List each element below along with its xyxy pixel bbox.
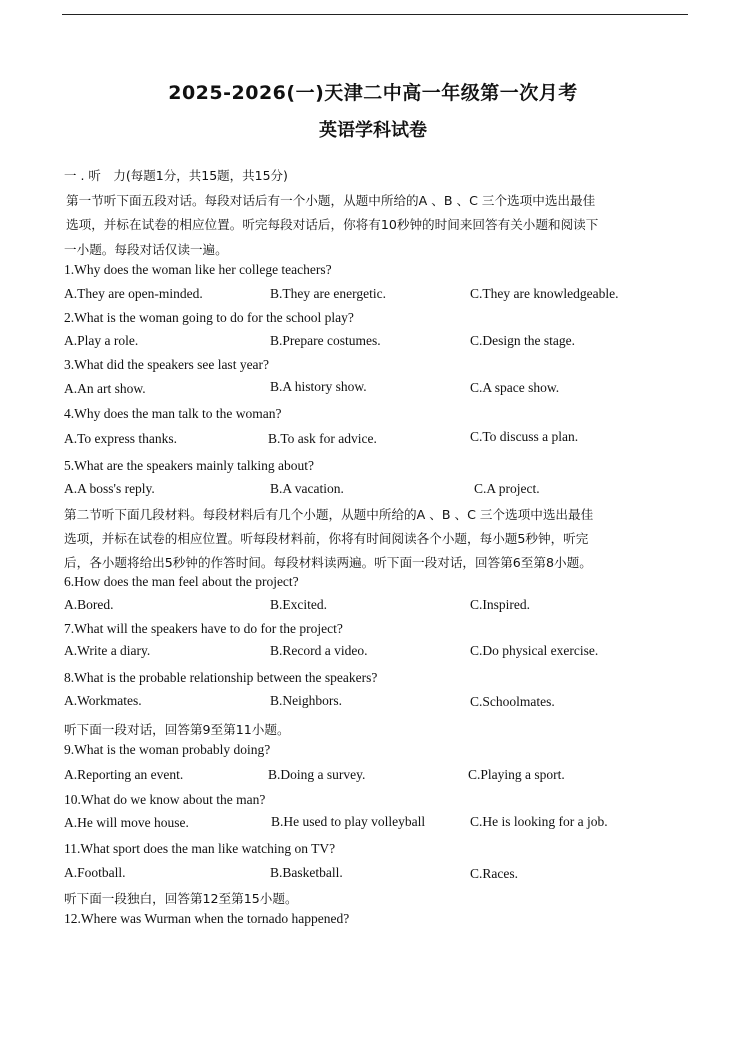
section1-instruction-line: 选项，并标在试卷的相应位置。听完每段对话后，你将有10秒钟的时间来回答有关小题和阅读下 — [66, 217, 599, 232]
instruction-q12-15: 听下面一段独白，回答第12至第15小题。 — [64, 891, 298, 906]
option-b[interactable]: B.Doing a survey. — [268, 767, 366, 782]
section2-instruction-line: 后，各小题将给出5秒钟的作答时间。每段材料读两遍。听下面一段对话，回答第6至第8小题。 — [64, 555, 592, 570]
option-c[interactable]: C.Playing a sport. — [468, 767, 565, 782]
question-5: 5.What are the speakers mainly talking about? — [64, 458, 315, 473]
option-a[interactable]: A.Football. — [64, 865, 126, 880]
question-4: 4.Why does the man talk to the woman? — [64, 406, 282, 421]
question-9: 9.What is the woman probably doing? — [64, 742, 271, 757]
option-b[interactable]: B.Prepare costumes. — [270, 333, 381, 348]
option-c[interactable]: C.Inspired. — [470, 597, 530, 612]
option-c[interactable]: C.To discuss a plan. — [470, 429, 579, 444]
option-a[interactable]: A.Bored. — [64, 597, 114, 612]
option-b[interactable]: B.Neighbors. — [270, 693, 342, 708]
question-7: 7.What will the speakers have to do for the project? — [64, 621, 343, 636]
question-10: 10.What do we know about the man? — [64, 792, 266, 807]
option-c[interactable]: C.They are knowledgeable. — [470, 286, 619, 301]
top-rule — [62, 14, 688, 15]
option-b[interactable]: B.He used to play volleyball — [271, 814, 426, 829]
section1-instruction-line: 第一节听下面五段对话。每段对话后有一个小题，从题中所给的A 、B 、C 三个选项中选出最佳 — [66, 193, 596, 208]
part-one-heading: 一 . 听 力(每题1分，共15题，共15分) — [64, 168, 288, 183]
option-a[interactable]: A.They are open-minded. — [64, 286, 203, 301]
question-3: 3.What did the speakers see last year? — [64, 357, 270, 372]
option-c[interactable]: C.He is looking for a job. — [470, 814, 608, 829]
option-a[interactable]: A.He will move house. — [64, 815, 189, 830]
question-8: 8.What is the probable relationship between the speakers? — [64, 670, 378, 685]
option-b[interactable]: B.A vacation. — [270, 481, 344, 496]
section2-instruction-line: 第二节听下面几段材料。每段材料后有几个小题，从题中所给的A 、B 、C 三个选项中选出最佳 — [64, 507, 594, 522]
option-b[interactable]: B.A history show. — [270, 379, 367, 394]
option-a[interactable]: A.A boss's reply. — [64, 481, 155, 496]
option-c[interactable]: C.A project. — [474, 481, 540, 496]
option-b[interactable]: B.They are energetic. — [270, 286, 386, 301]
option-c[interactable]: C.Races. — [470, 866, 518, 881]
option-b[interactable]: B.Record a video. — [270, 643, 368, 658]
option-c[interactable]: C.Schoolmates. — [470, 694, 555, 709]
exam-title: 2025-2026(一)天津二中高一年级第一次月考 — [168, 82, 578, 104]
question-2: 2.What is the woman going to do for the school play? — [64, 310, 354, 325]
option-b[interactable]: B.Basketball. — [270, 865, 343, 880]
option-c[interactable]: C.A space show. — [470, 380, 560, 395]
option-a[interactable]: A.Play a role. — [64, 333, 139, 348]
option-a[interactable]: A.Write a diary. — [64, 643, 151, 658]
option-c[interactable]: C.Design the stage. — [470, 333, 575, 348]
option-a[interactable]: A.To express thanks. — [64, 431, 178, 446]
section2-instruction-line: 选项，并标在试卷的相应位置。听每段材料前，你将有时间阅读各个小题，每小题5秒钟，听完 — [64, 531, 589, 546]
exam-subtitle: 英语学科试卷 — [319, 120, 427, 141]
option-b[interactable]: B.Excited. — [270, 597, 327, 612]
option-a[interactable]: A.An art show. — [64, 381, 146, 396]
question-11: 11.What sport does the man like watching on TV? — [64, 841, 336, 856]
question-1: 1.Why does the woman like her college teachers? — [64, 262, 332, 277]
section1-instruction-line: 一小题。每段对话仅读一遍。 — [64, 242, 228, 257]
question-12: 12.Where was Wurman when the tornado happened? — [64, 911, 350, 926]
option-b[interactable]: B.To ask for advice. — [268, 431, 377, 446]
question-6: 6.How does the man feel about the project? — [64, 574, 299, 589]
instruction-q9-11: 听下面一段对话，回答第9至第11小题。 — [64, 722, 290, 737]
option-c[interactable]: C.Do physical exercise. — [470, 643, 599, 658]
option-a[interactable]: A.Reporting an event. — [64, 767, 184, 782]
option-a[interactable]: A.Workmates. — [64, 693, 142, 708]
